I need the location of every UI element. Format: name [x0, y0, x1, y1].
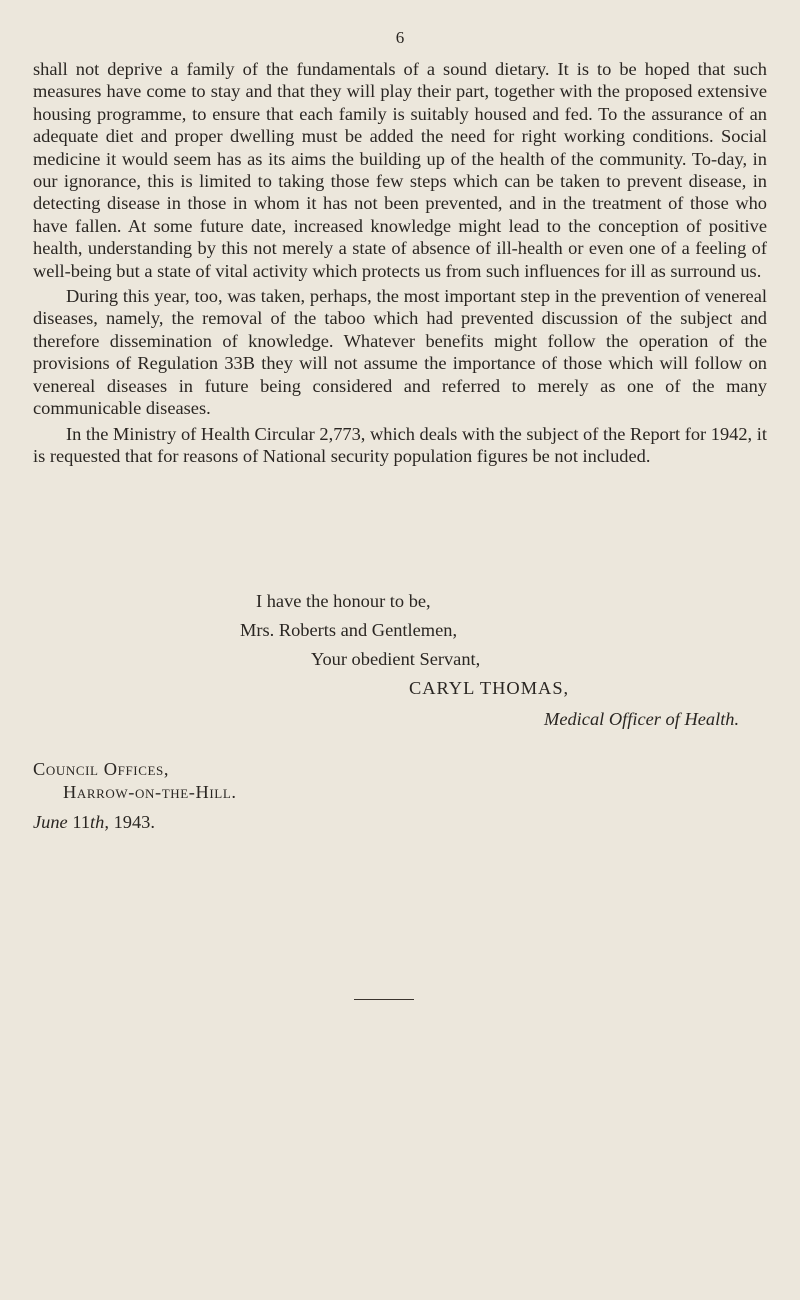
end-rule — [354, 999, 414, 1000]
paragraph-3: In the Ministry of Health Circular 2,773, which deals with the subject of the Report for 1942, it is requested that for reasons of National security population figures be not included. — [33, 423, 767, 466]
paragraph-2: During this year, too, was taken, perhaps, the most important step in the prevention of venereal diseases, namely, the removal of the taboo which had prevented discussion of the subject and therefore dissemination of knowledge. Whatever benefits might follow the operation of the provisions of Regulation 33B they will not assume the importance of those which will follow on venereal diseases in future being considered and referred to merely as one of the many communicable diseases. — [33, 286, 767, 419]
salutation: I have the honour to be, — [256, 591, 431, 611]
valediction: Your obedient Servant, — [311, 649, 481, 669]
date-day-number: 11 — [72, 812, 91, 832]
date-year: 1943. — [113, 812, 155, 832]
date-line — [33, 812, 155, 833]
addressee: Mrs. Roberts and Gentlemen, — [240, 620, 458, 640]
paragraph-1: shall not deprive a family of the fundamentals of a sound dietary. It is to be hoped that such measures have come to stay and that they will play their part, together with the proposed extensive housing programme, to ensure that each family is suitably housed and fed. To the assurance of an adequate diet and proper dwelling must be added the need for right working conditions. Social medicine it would seem has as its aims the building up of the health of the community. To-day, in our ignorance, this is limited to taking those few steps which can be taken to prevent disease, in detecting disease in those in whom it has not been prevented, and in the treatment of those who have fallen. At some future date, increased knowledge might lead to the conception of positive health, understanding by this not merely a state of absence of ill-health or even one of a feeling of well-being but a state of vital activity which protects us from such influences for ill as surround us. — [33, 59, 767, 281]
date-day-suffix: th, — [90, 812, 109, 832]
signatory-name: CARYL THOMAS, — [409, 678, 570, 698]
address-line-2: Harrow-on-the-Hill. — [63, 782, 237, 802]
body-text — [33, 58, 767, 467]
date-month: June — [33, 812, 68, 832]
address-line-1: Council Offices, — [33, 759, 170, 779]
page-number: 6 — [395, 28, 405, 47]
signatory-title: Medical Officer of Health. — [544, 709, 740, 729]
date-day — [72, 812, 109, 832]
